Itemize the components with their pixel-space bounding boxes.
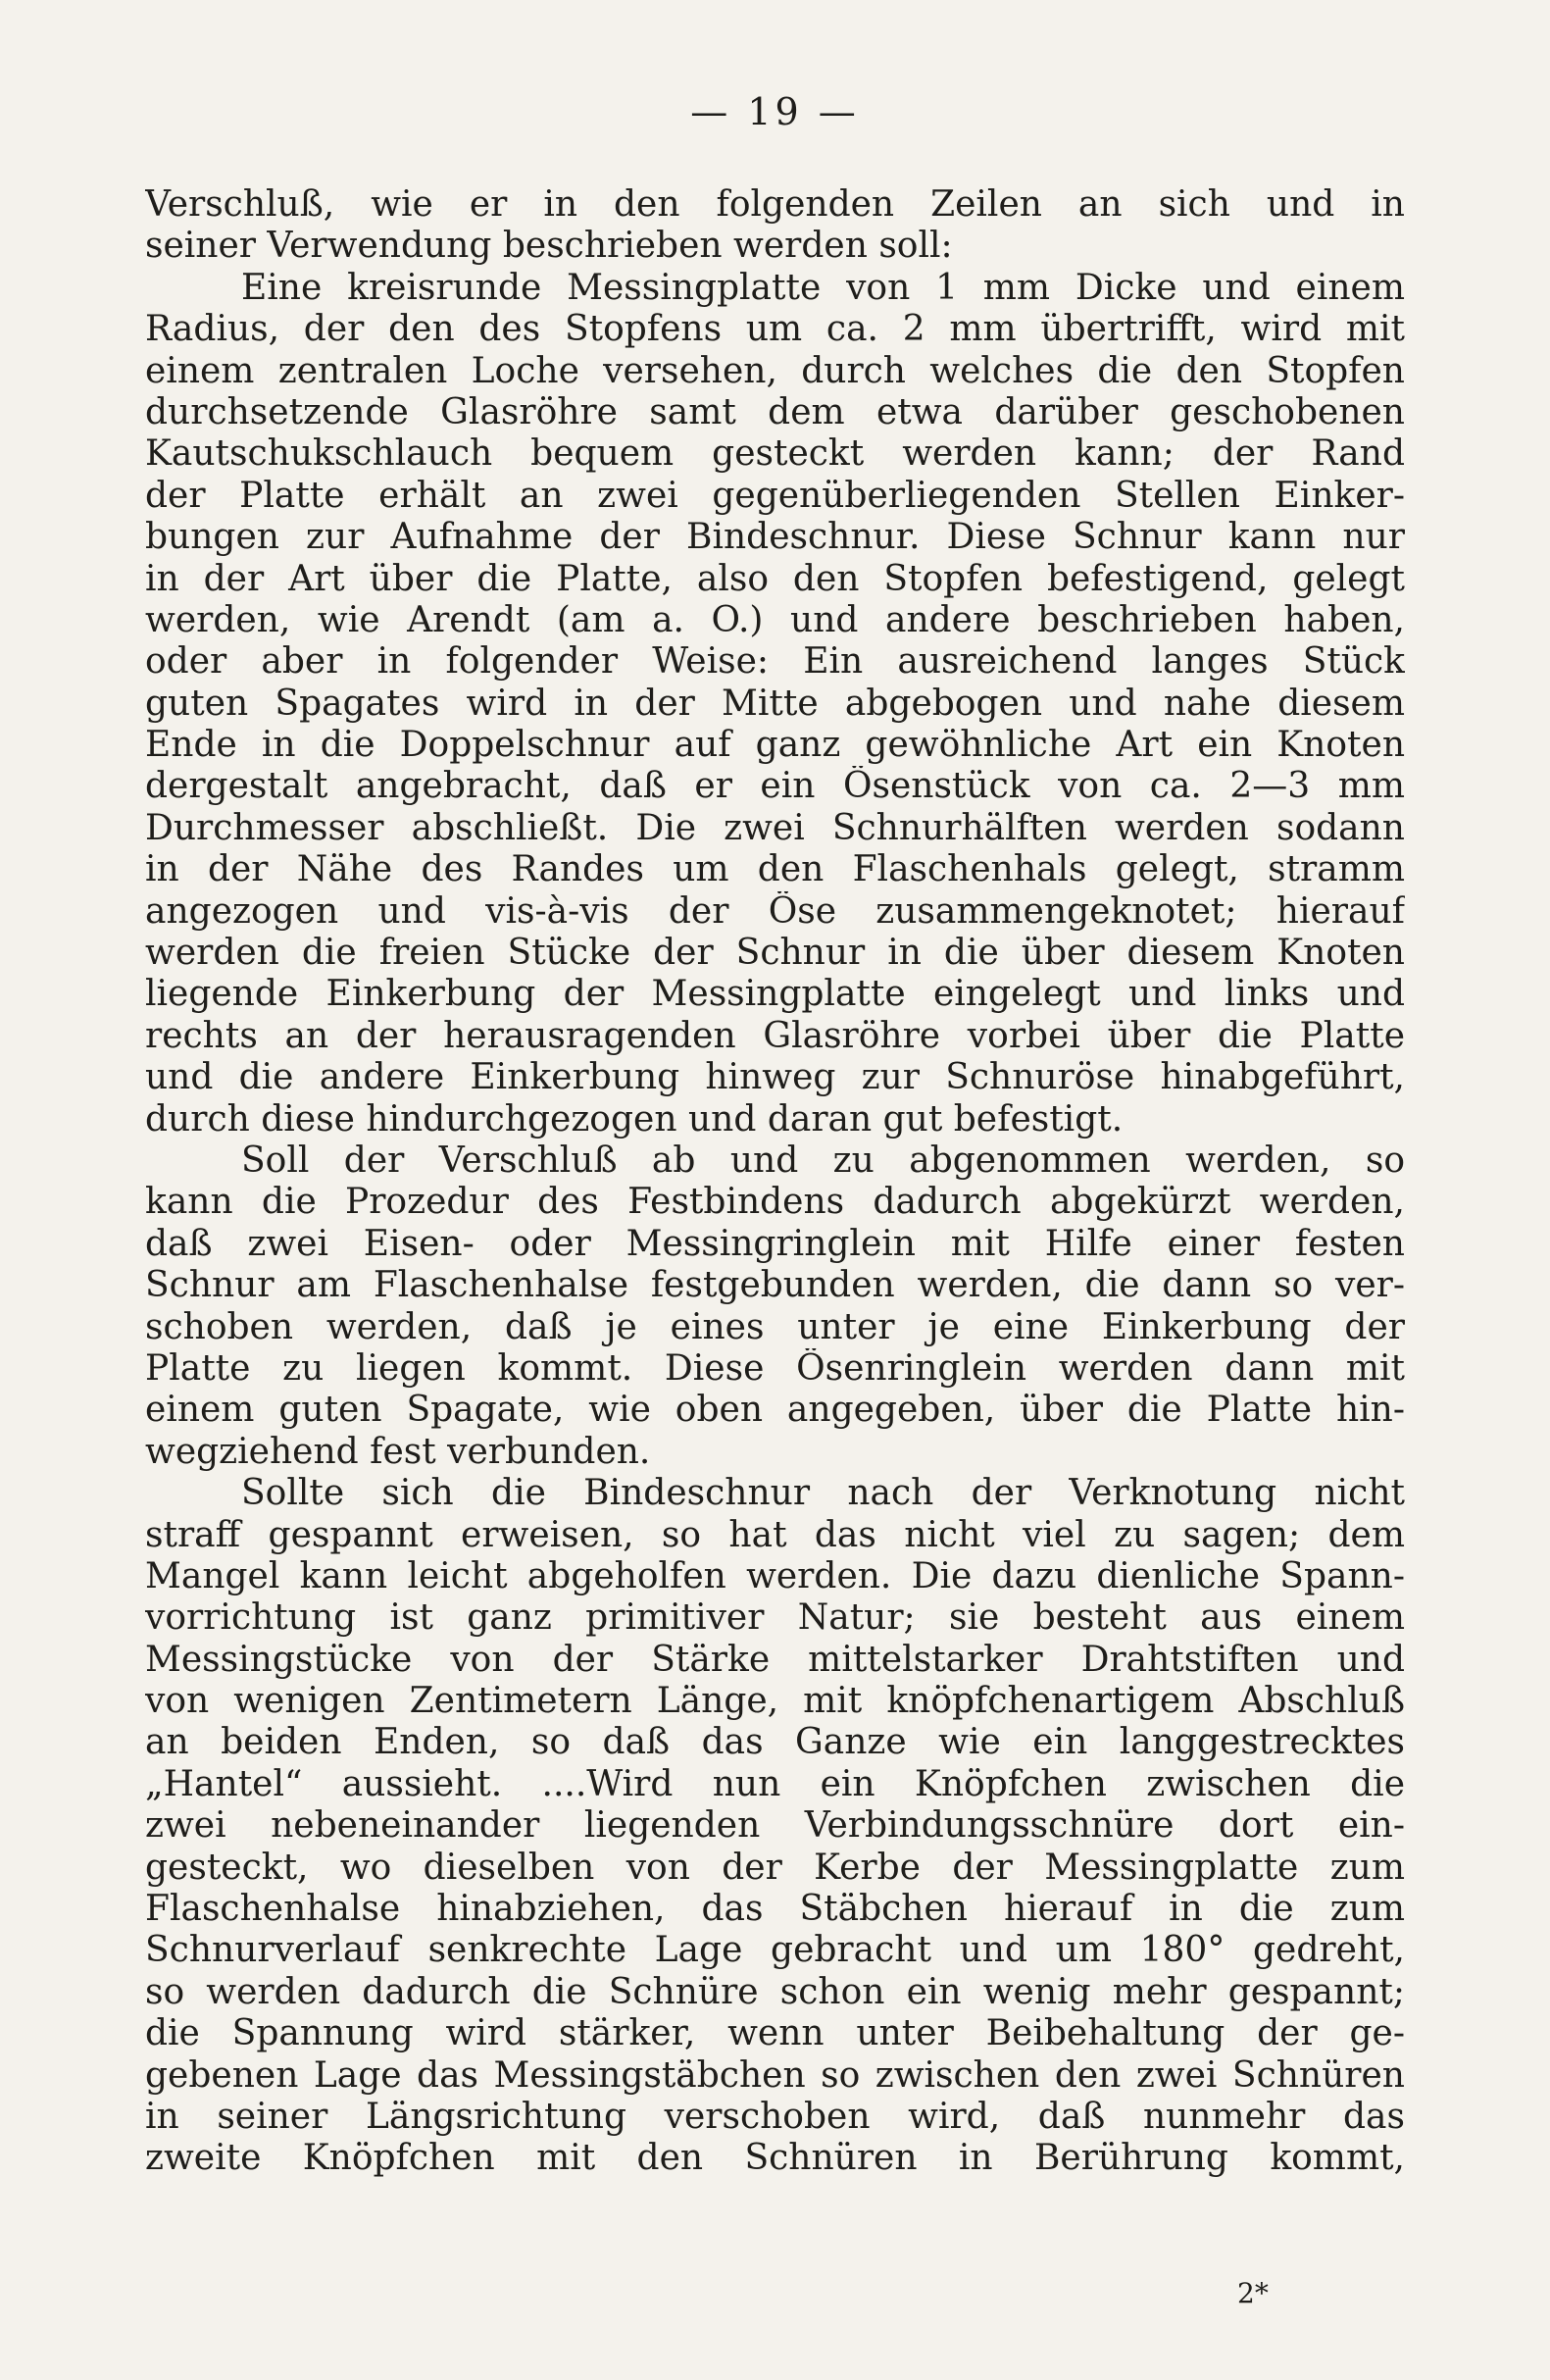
text-line: vorrichtung ist ganz primitiver Natur; sie besteht aus einem [145,1597,1405,1639]
text-line: „Hantel“ aussieht. ....Wird nun ein Knöpfchen zwischen die [145,1763,1405,1804]
text-line: gesteckt, wo dieselben von der Kerbe der Messingplatte zum [145,1847,1405,1888]
text-line: und die andere Einkerbung hinweg zur Schnuröse hinabgeführt, [145,1057,1405,1098]
text-line: Messingstücke von der Stärke mittelstarker Drahtstiften und [145,1639,1405,1680]
text-line: von wenigen Zentimetern Länge, mit knöpfchenartigem Abschluß [145,1681,1405,1722]
text-line: daß zwei Eisen- oder Messingringlein mit Hilfe einer festen [145,1223,1405,1264]
text-line: Ende in die Doppelschnur auf ganz gewöhnliche Art ein Knoten [145,725,1405,766]
text-line: bungen zur Aufnahme der Bindeschnur. Diese Schnur kann nur [145,517,1405,558]
text-line: oder aber in folgender Weise: Ein ausreichend langes Stück [145,641,1405,683]
text-line: liegende Einkerbung der Messingplatte eingelegt und links und [145,974,1405,1015]
text-line: die Spannung wird stärker, wenn unter Beibehaltung der ge- [145,2013,1405,2054]
text-line: in der Art über die Platte, also den Stopfen befestigend, gelegt [145,558,1405,599]
text-line: Verschluß, wie er in den folgenden Zeilen an sich und in [145,184,1405,225]
text-line: guten Spagates wird in der Mitte abgebogen und nahe diesem [145,683,1405,724]
body-text [145,184,1405,2180]
text-line: so werden dadurch die Schnüre schon ein wenig mehr gespannt; [145,1971,1405,2012]
page-number: — 19 — [690,90,860,133]
text-line: Flaschenhalse hinabziehen, das Stäbchen hierauf in die zum [145,1889,1405,1930]
text-line: in seiner Längsrichtung verschoben wird, daß nunmehr das [145,2096,1405,2137]
text-line: straff gespannt erweisen, so hat das nicht viel zu sagen; dem [145,1514,1405,1555]
text-line: Eine kreisrunde Messingplatte von 1 mm Dicke und einem [241,267,1405,308]
text-line: Schnur am Flaschenhalse festgebunden werden, die dann so ver- [145,1265,1405,1306]
text-line: an beiden Enden, so daß das Ganze wie ein langgestrecktes [145,1722,1405,1763]
text-line: kann die Prozedur des Festbindens dadurch abgekürzt werden, [145,1182,1405,1223]
text-line: werden, wie Arendt (am a. O.) und andere beschrieben haben, [145,599,1405,640]
text-line: durch diese hindurchgezogen und daran gut befestigt. [145,1098,1124,1139]
text-line: zweite Knöpfchen mit den Schnüren in Berührung kommt, [145,2138,1405,2179]
text-line: Durchmesser abschließt. Die zwei Schnurhälften werden sodann [145,807,1405,848]
text-line: einem zentralen Loche versehen, durch welches die den Stopfen [145,350,1405,391]
text-line: zwei nebeneinander liegenden Verbindungsschnüre dort ein- [145,1805,1405,1847]
text-line: Soll der Verschluß ab und zu abgenommen werden, so [241,1139,1405,1181]
text-line: Sollte sich die Bindeschnur nach der Verknotung nicht [241,1473,1405,1514]
text-line: wegziehend fest verbunden. [145,1431,651,1472]
text-line: seiner Verwendung beschrieben werden soll: [145,226,953,267]
text-line: einem guten Spagate, wie oben angegeben, über die Platte hin- [145,1390,1405,1431]
signature-mark: 2* [1237,2277,1269,2309]
text-line: angezogen und vis-à-vis der Öse zusammengeknotet; hierauf [145,890,1405,932]
text-line: dergestalt angebracht, daß er ein Ösenstück von ca. 2—3 mm [145,766,1405,807]
text-line: durchsetzende Glasröhre samt dem etwa darüber geschobenen [145,391,1405,432]
text-line: der Platte erhält an zwei gegenüberliegenden Stellen Einker- [145,475,1405,516]
text-line: Radius, der den des Stopfens um ca. 2 mm übertrifft, wird mit [145,309,1405,350]
text-line: Mangel kann leicht abgeholfen werden. Die dazu dienliche Spann- [145,1555,1405,1596]
text-line: Platte zu liegen kommt. Diese Ösenringlein werden dann mit [145,1347,1405,1389]
text-line: Kautschukschlauch bequem gesteckt werden kann; der Rand [145,433,1405,475]
text-line: in der Nähe des Randes um den Flaschenhals gelegt, stramm [145,849,1405,890]
text-line: rechts an der herausragenden Glasröhre vorbei über die Platte [145,1015,1405,1056]
text-line: werden die freien Stücke der Schnur in die über diesem Knoten [145,933,1405,974]
text-line: Schnurverlauf senkrechte Lage gebracht und um 180° gedreht, [145,1930,1405,1971]
text-line: schoben werden, daß je eines unter je eine Einkerbung der [145,1306,1405,1347]
text-line: gebenen Lage das Messingstäbchen so zwischen den zwei Schnüren [145,2054,1405,2096]
